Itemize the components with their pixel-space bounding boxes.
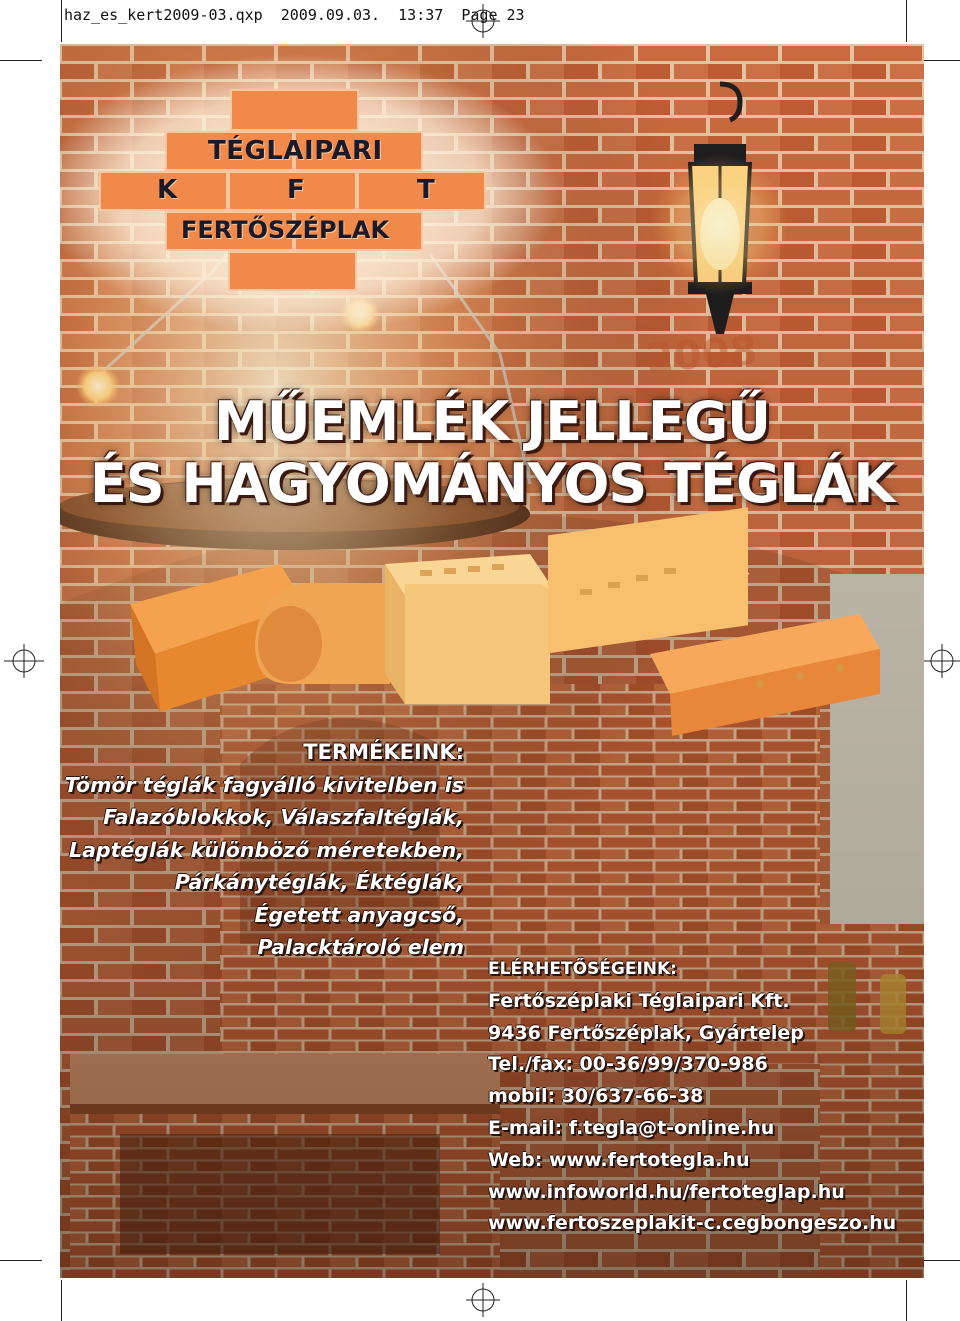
product-item: Égetett anyagcső, xyxy=(254,902,464,927)
crop-mark xyxy=(0,1260,42,1261)
print-slug: haz_es_kert2009-03.qxp 2009.09.03. 13:37 Page 23 xyxy=(64,6,525,24)
advertisement-poster xyxy=(60,44,924,1278)
products-section xyxy=(60,736,464,964)
address: 9436 Fertőszéplak, Gyártelep xyxy=(488,1021,804,1044)
email: E-mail: f.tegla@t-online.hu xyxy=(488,1116,775,1139)
registration-mark-icon xyxy=(466,4,500,38)
wall-stamp: 2008 xyxy=(644,328,759,382)
crop-mark xyxy=(0,60,42,61)
logo-line-1: TÉGLAIPARI xyxy=(208,136,383,166)
crop-mark xyxy=(61,1280,62,1321)
company-name: Fertőszéplaki Téglaipari Kft. xyxy=(488,989,790,1012)
company-logo xyxy=(60,44,924,344)
phone-fax: Tel./fax: 00-36/99/370-986 xyxy=(488,1053,768,1076)
products-title: TERMÉKEINK: xyxy=(303,740,464,764)
crop-mark xyxy=(906,0,907,42)
registration-mark-icon xyxy=(922,644,960,678)
crop-mark xyxy=(906,1280,907,1321)
product-item: Laptéglák különböző méretekben, xyxy=(69,837,464,862)
website: www.infoworld.hu/fertoteglap.hu xyxy=(488,1180,845,1203)
crop-mark xyxy=(61,0,62,42)
registration-mark-icon xyxy=(466,1283,500,1317)
mobile: mobil: 30/637-66-38 xyxy=(488,1085,704,1108)
logo-letter-t: T xyxy=(417,175,435,205)
product-item: Palacktároló elem xyxy=(257,935,464,959)
crop-mark xyxy=(924,60,960,61)
website: Web: www.fertotegla.hu xyxy=(488,1148,750,1171)
contacts-section xyxy=(488,954,918,1240)
contacts-title: ELÉRHETŐSÉGEINK: xyxy=(488,959,677,979)
website: www.fertoszeplakit-c.cegbongeszo.hu xyxy=(488,1212,897,1235)
product-item: Tömör téglák fagyálló kivitelben is xyxy=(64,772,464,797)
logo-letter-k: K xyxy=(157,175,178,205)
headline-line-1: MŰEMLÉK JELLEGŰ xyxy=(213,390,770,453)
product-item: Falazóblokkok, Válaszfaltéglák, xyxy=(103,805,464,829)
registration-mark-icon xyxy=(4,644,44,678)
headline-line-2: ÉS HAGYOMÁNYOS TÉGLÁK xyxy=(89,452,895,515)
crop-mark xyxy=(924,1260,960,1261)
product-item: Párkánytéglák, Éktéglák, xyxy=(174,870,464,894)
logo-letter-f: F xyxy=(287,175,305,205)
logo-line-3: FERTŐSZÉPLAK xyxy=(181,216,390,244)
